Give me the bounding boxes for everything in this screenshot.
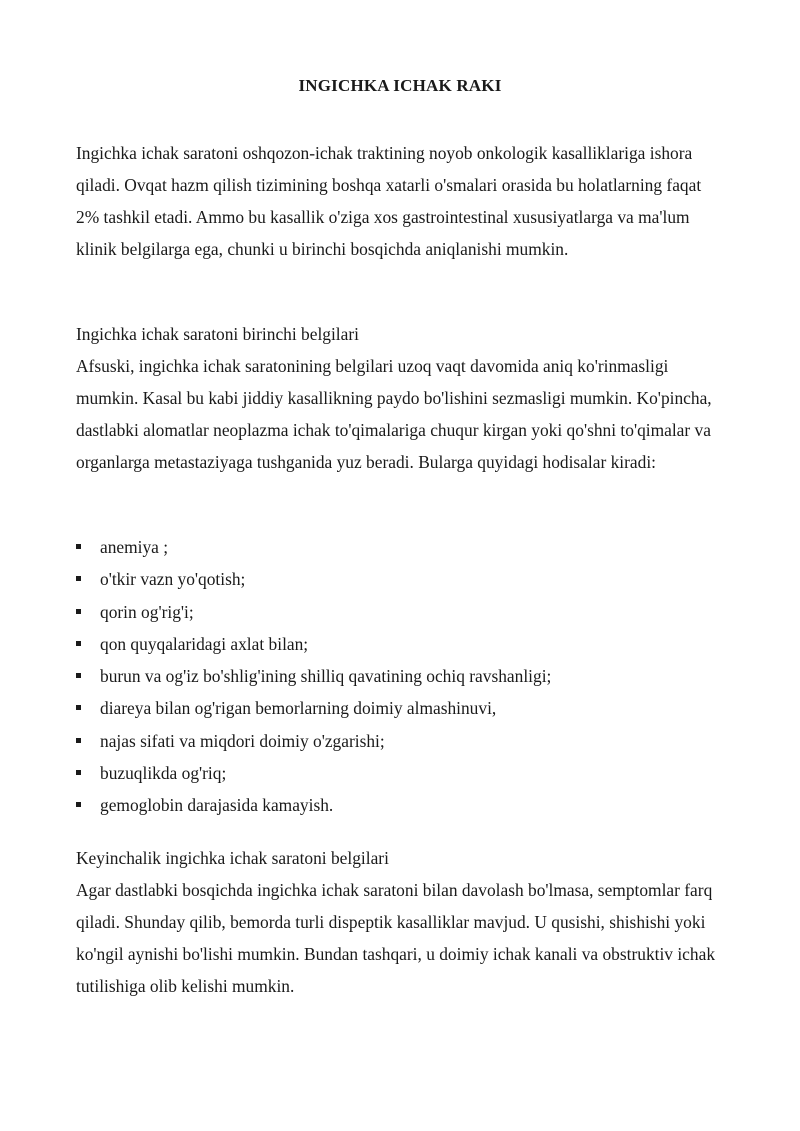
square-bullet-icon (76, 673, 81, 678)
list-item (76, 789, 726, 821)
list-item (76, 628, 726, 660)
document-title: INGICHKA ICHAK RAKI (298, 76, 502, 95)
list-item-text: gemoglobin darajasida kamayish. (100, 795, 334, 816)
section-paragraph-later-symptoms: Agar dastlabki bosqichda ingichka ichak saratoni bilan davolash bo'lmasa, semptomlar farq qiladi. Shunday qilib, bemorda turli dispeptik kasalliklar mavjud. U qusishi, shishishi yoki ko'ngil aynishi bo'lishi mumkin. Bundan tashqari, u doimiy ichak kanali va obstruktiv ichak tutilishiga olib kelishi mumkin. (76, 880, 716, 996)
section-heading-first-symptoms: Ingichka ichak saratoni birinchi belgilari (76, 324, 359, 344)
square-bullet-icon (76, 802, 81, 807)
list-item-text: diareya bilan og'rigan bemorlarning doimiy almashinuvi, (100, 698, 497, 719)
section-paragraph-first-symptoms: Afsuski, ingichka ichak saratonining belgilari uzoq vaqt davomida aniq ko'rinmasligi mumkin. Kasal bu kabi jiddiy kasallikning paydo bo'lishini sezmasligi mumkin. Ko'pincha, dastlabki alomatlar neoplazma ichak to'qimalariga chuqur kirgan yoki qo'shni to'qimalar va organlarga metastaziyaga tushganida yuz beradi. Bularga quyidagi hodisalar kiradi: (76, 356, 712, 472)
list-item-text: qon quyqalaridagi axlat bilan; (100, 633, 309, 654)
square-bullet-icon (76, 609, 81, 614)
list-item (76, 660, 726, 692)
list-item (76, 531, 726, 563)
square-bullet-icon (76, 576, 81, 581)
list-item-text: buzuqlikda og'riq; (100, 763, 227, 784)
list-item (76, 563, 726, 595)
list-item (76, 596, 726, 628)
square-bullet-icon (76, 738, 81, 743)
list-item (76, 725, 726, 757)
square-bullet-icon (76, 770, 81, 775)
symptom-list (76, 531, 726, 822)
list-item-text: anemiya ; (100, 537, 169, 557)
list-item-text: qorin og'rig'i; (100, 601, 194, 622)
square-bullet-icon (76, 544, 81, 549)
list-item-text: najas sifati va miqdori doimiy o'zgarishi; (100, 730, 385, 751)
list-item-text: o'tkir vazn yo'qotish; (100, 569, 246, 590)
section-heading-later-symptoms: Keyinchalik ingichka ichak saratoni belgilari (76, 848, 389, 868)
list-item (76, 692, 726, 724)
square-bullet-icon (76, 705, 81, 710)
intro-paragraph: Ingichka ichak saratoni oshqozon-ichak traktining noyob onkologik kasalliklariga ishora qiladi. Ovqat hazm qilish tizimining boshqa xatarli o'smalari orasida bu holatlarning faqat 2% tashkil etadi. Ammo bu kasallik o'ziga xos gastrointestinal xususiyatlarga va ma'lum klinik belgilarga ega, chunki u birinchi bosqichda aniqlanishi mumkin. (76, 143, 702, 259)
square-bullet-icon (76, 641, 81, 646)
list-item (76, 757, 726, 789)
list-item-text: burun va og'iz bo'shlig'ining shilliq qavatining ochiq ravshanligi; (100, 666, 552, 687)
